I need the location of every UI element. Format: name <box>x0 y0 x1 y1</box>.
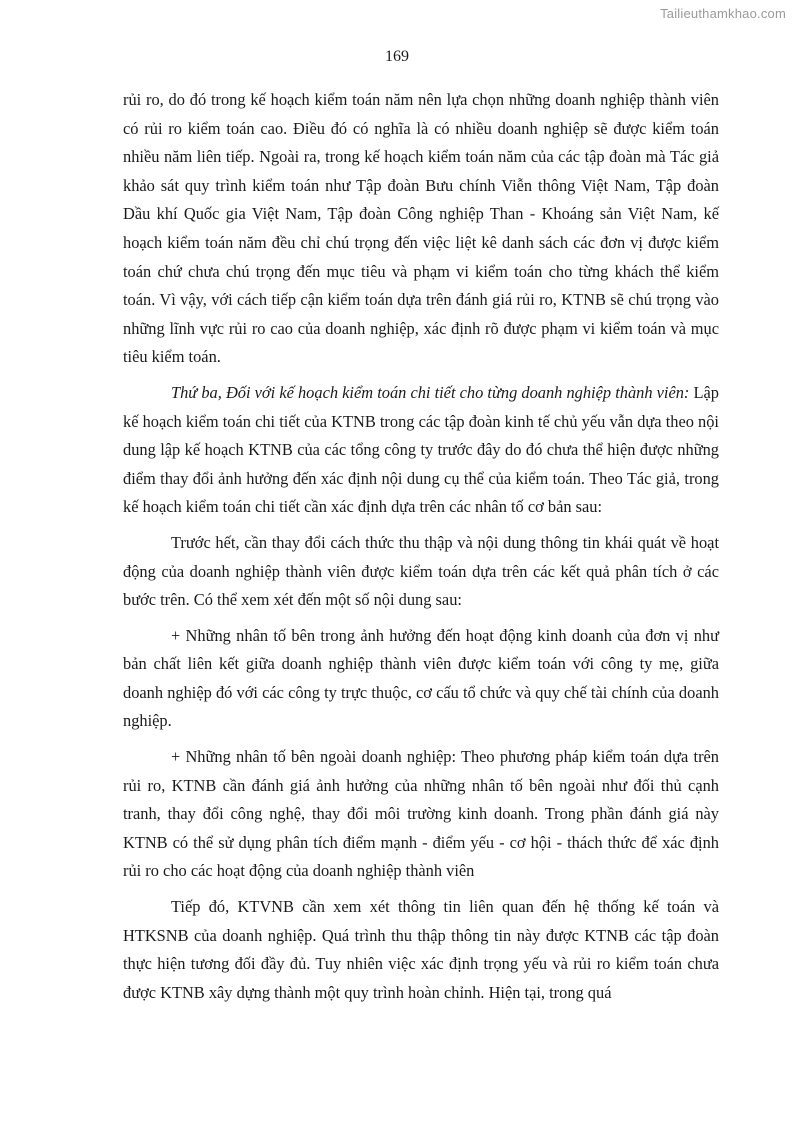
paragraph-2-text: Lập kế hoạch kiểm toán chi tiết của KTNB trong các tập đoàn kinh tế chủ yếu vẫn dựa theo nội dung lập kế hoạch KTNB của các tổng công ty trước đây do đó chưa thể hiện được những điểm thay đổi ảnh hưởng đến xác định nội dung cụ thể của kiểm toán. Theo Tác giả, trong kế hoạch kiểm toán chi tiết cần xác định dựa trên các nhân tố cơ bản sau: <box>123 382 719 517</box>
paragraph-1: rủi ro, do đó trong kế hoạch kiểm toán năm nên lựa chọn những doanh nghiệp thành viên có rủi ro kiểm toán cao. Điều đó có nghĩa là có nhiều doanh nghiệp sẽ được kiểm toán nhiều năm liên tiếp. Ngoài ra, trong kế hoạch kiểm toán năm của các tập đoàn mà Tác giả khảo sát quy trình kiểm toán như Tập đoàn Bưu chính Viễn thông Việt Nam, Tập đoàn Dầu khí Quốc gia Việt Nam, Tập đoàn Công nghiệp Than - Khoáng sản Việt Nam, kế hoạch kiểm toán năm đều chỉ chú trọng đến việc liệt kê danh sách các đơn vị được kiểm toán chứ chưa chú trọng đến mục tiêu và phạm vi kiểm toán cho từng khách thể kiểm toán. Vì vậy, với cách tiếp cận kiểm toán dựa trên đánh giá rủi ro, KTNB sẽ chú trọng vào những lĩnh vực rủi ro cao của doanh nghiệp, xác định rõ được phạm vi kiểm toán và mục tiêu kiểm toán. <box>123 90 719 367</box>
document-body <box>123 86 719 1014</box>
paragraph-2 <box>123 379 719 522</box>
paragraph-5: + Những nhân tố bên ngoài doanh nghiệp: Theo phương pháp kiểm toán dựa trên rủi ro, KTNB cần đánh giá ảnh hưởng của những nhân tố bên ngoài như đối thủ cạnh tranh, thay đổi công nghệ, thay đổi môi trường kinh doanh. Trong phần đánh giá này KTNB có thể sử dụng phân tích điểm mạnh - điểm yếu - cơ hội - thách thức để xác định rủi ro cho các hoạt động của doanh nghiệp thành viên <box>123 747 719 881</box>
page-number: 169 <box>385 48 409 65</box>
paragraph-3: Trước hết, cần thay đổi cách thức thu thập và nội dung thông tin khái quát về hoạt động của doanh nghiệp thành viên được kiểm toán dựa trên các kết quả phân tích ở các bước trên. Có thể xem xét đến một số nội dung sau: <box>123 532 719 610</box>
paragraph-6: Tiếp đó, KTVNB cần xem xét thông tin liên quan đến hệ thống kế toán và HTKSNB của doanh nghiệp. Quá trình thu thập thông tin này được KTNB các tập đoàn thực hiện tương đối đầy đủ. Tuy nhiên việc xác định trọng yếu và rủi ro kiểm toán chưa được KTNB xây dựng thành một quy trình hoàn chỉnh. Hiện tại, trong quá <box>123 897 719 1002</box>
watermark: Tailieuthamkhao.com <box>660 6 786 21</box>
paragraph-2-italic-lead: Thứ ba, Đối với kế hoạch kiểm toán chi tiết cho từng doanh nghiệp thành viên: <box>171 382 690 402</box>
paragraph-4: + Những nhân tố bên trong ảnh hưởng đến hoạt động kinh doanh của đơn vị như bản chất liên kết giữa doanh nghiệp thành viên được kiểm toán với công ty mẹ, giữa doanh nghiệp đó với các công ty trực thuộc, cơ cấu tổ chức và quy chế tài chính của doanh nghiệp. <box>123 625 719 731</box>
